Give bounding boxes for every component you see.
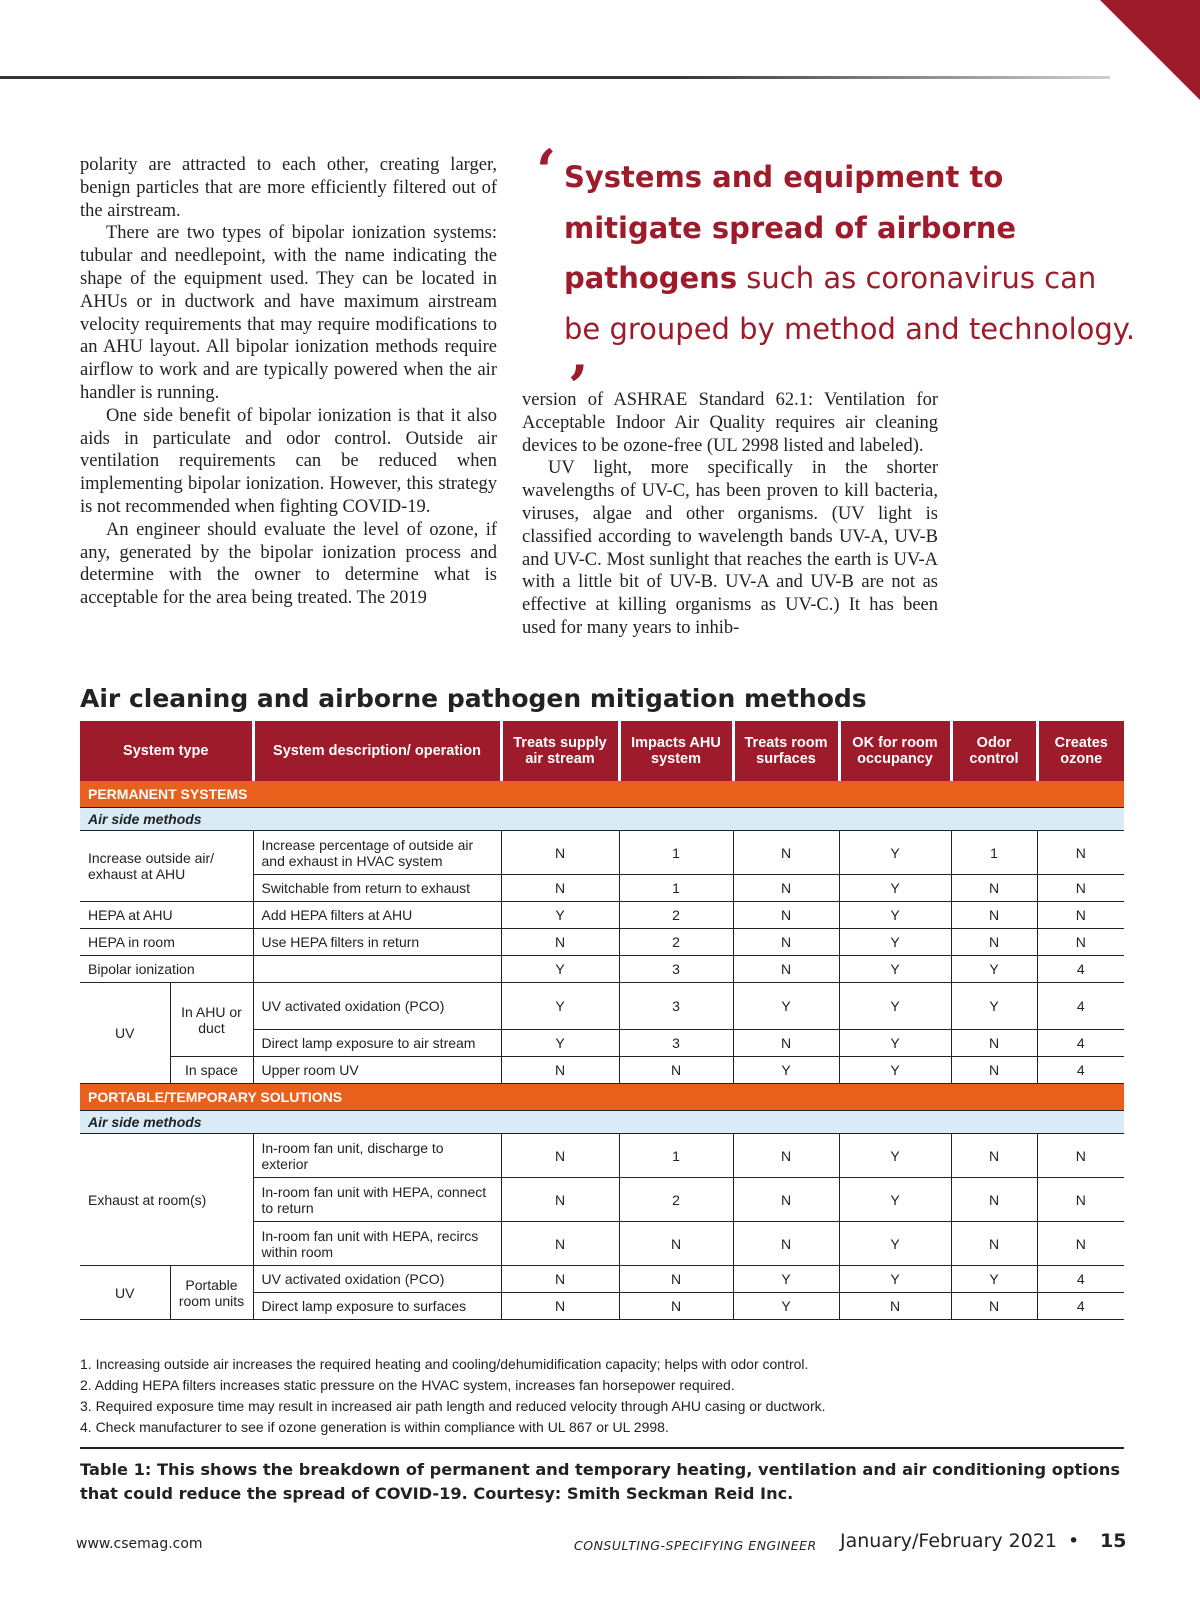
subtype-cell: Portable room units	[170, 1266, 253, 1320]
paragraph: UV light, more specifically in the shorter wavelengths of UV-C, has been proven to kill bacteria, viruses, algae and other organisms. (UV light is classified according to wavelength bands UV-A, UV-B and UV-C. Most sunlight that reaches the earth is UV-A with a little bit of UV-B. UV-A and UV-B are not as effective at killing organisms as UV-C.) It has been used for many years to inhib-	[522, 458, 938, 638]
open-quote-mark: ‘	[536, 137, 557, 205]
value-cell: N	[619, 1293, 733, 1320]
paragraph: polarity are attracted to each other, creating larger, benign particles that are more efficiently filtered out of the airstream.	[80, 155, 497, 221]
value-cell: 1	[619, 831, 733, 875]
value-cell: N	[501, 1293, 619, 1320]
footer-bullet: •	[1068, 1530, 1080, 1552]
value-cell: 1	[619, 875, 733, 902]
value-cell: 3	[619, 956, 733, 983]
value-cell: N	[619, 1266, 733, 1293]
value-cell: N	[733, 929, 839, 956]
system-type-cell: Bipolar ionization	[80, 956, 253, 983]
col-header-creates-ozone: Creates ozone	[1037, 721, 1124, 781]
description-cell	[253, 956, 501, 983]
description-cell: Direct lamp exposure to surfaces	[253, 1293, 501, 1320]
value-cell: 3	[619, 1030, 733, 1057]
value-cell: N	[1037, 1178, 1124, 1222]
col-header-description: System description/ operation	[253, 721, 501, 781]
value-cell: N	[501, 1222, 619, 1266]
value-cell: Y	[839, 875, 951, 902]
description-cell: Upper room UV	[253, 1057, 501, 1084]
value-cell: Y	[501, 983, 619, 1030]
value-cell: N	[733, 831, 839, 875]
footnote: 1. Increasing outside air increases the required heating and cooling/dehumidification capacity; helps with odor control.	[80, 1356, 809, 1372]
value-cell: N	[733, 1134, 839, 1178]
value-cell: Y	[733, 983, 839, 1030]
value-cell: N	[501, 1178, 619, 1222]
value-cell: N	[501, 929, 619, 956]
value-cell: Y	[501, 1030, 619, 1057]
system-type-cell: HEPA at AHU	[80, 902, 253, 929]
paragraph: There are two types of bipolar ionization systems: tubular and needlepoint, with the name indicating the shape of the equipment used. They can be located in AHUs or in ductwork and have maximum airstream velocity requirements that may require modifications to an AHU layout. All bipolar ionization methods require airflow to work and are typically powered when the air handler is running.	[80, 223, 497, 403]
description-cell: Add HEPA filters at AHU	[253, 902, 501, 929]
value-cell: N	[1037, 1222, 1124, 1266]
value-cell: Y	[951, 956, 1037, 983]
value-cell: Y	[839, 1178, 951, 1222]
footer-magazine: CONSULTING-SPECIFYING ENGINEER	[574, 1538, 817, 1553]
value-cell: Y	[839, 1134, 951, 1178]
value-cell: N	[951, 1057, 1037, 1084]
value-cell: Y	[501, 902, 619, 929]
value-cell: Y	[733, 1266, 839, 1293]
table-row	[80, 831, 1124, 875]
system-type-cell: Exhaust at room(s)	[80, 1134, 253, 1266]
value-cell: 4	[1037, 983, 1124, 1030]
value-cell: N	[733, 1178, 839, 1222]
value-cell: N	[501, 1134, 619, 1178]
subtype-cell: In space	[170, 1057, 253, 1084]
value-cell: N	[619, 1222, 733, 1266]
col-header-treats-supply: Treats supply air stream	[501, 721, 619, 781]
pull-quote-bold: Systems and equipment to mitigate spread of airborne pathogens	[564, 160, 1017, 295]
value-cell: Y	[839, 831, 951, 875]
value-cell: Y	[839, 983, 951, 1030]
col-header-ok-occupancy: OK for room occupancy	[839, 721, 951, 781]
value-cell: N	[1037, 831, 1124, 875]
table-row	[80, 1057, 1124, 1084]
table-row	[80, 1134, 1124, 1178]
header-rule	[0, 76, 1110, 79]
system-type-cell: HEPA in room	[80, 929, 253, 956]
section-header: PERMANENT SYSTEMS	[80, 781, 1124, 808]
section-header: PORTABLE/TEMPORARY SOLUTIONS	[80, 1084, 1124, 1111]
value-cell: N	[501, 1266, 619, 1293]
footnote: 4. Check manufacturer to see if ozone generation is within compliance with UL 867 or UL 2998.	[80, 1419, 669, 1435]
value-cell: 2	[619, 1178, 733, 1222]
value-cell: Y	[839, 1030, 951, 1057]
value-cell: 4	[1037, 1293, 1124, 1320]
description-cell: In-room fan unit, discharge to exterior	[253, 1134, 501, 1178]
value-cell: Y	[951, 1266, 1037, 1293]
value-cell: 1	[619, 1134, 733, 1178]
subtype-cell: In AHU or duct	[170, 983, 253, 1057]
description-cell: In-room fan unit with HEPA, recircs within room	[253, 1222, 501, 1266]
value-cell: N	[839, 1293, 951, 1320]
value-cell: Y	[501, 956, 619, 983]
description-cell: Direct lamp exposure to air stream	[253, 1030, 501, 1057]
value-cell: Y	[839, 956, 951, 983]
value-cell: 4	[1037, 1266, 1124, 1293]
col-header-treats-surfaces: Treats room surfaces	[733, 721, 839, 781]
description-cell: Switchable from return to exhaust	[253, 875, 501, 902]
value-cell: Y	[733, 1057, 839, 1084]
value-cell: 2	[619, 929, 733, 956]
value-cell: Y	[839, 1222, 951, 1266]
value-cell: N	[1037, 902, 1124, 929]
description-cell: UV activated oxidation (PCO)	[253, 1266, 501, 1293]
system-type-cell: UV	[80, 983, 170, 1084]
pull-quote	[536, 137, 1136, 421]
value-cell: N	[951, 1134, 1037, 1178]
caption-rule	[80, 1447, 1124, 1449]
col-header-impacts-ahu: Impacts AHU system	[619, 721, 733, 781]
value-cell: N	[501, 1057, 619, 1084]
value-cell: 1	[951, 831, 1037, 875]
table-row	[80, 1266, 1124, 1293]
paragraph: version of ASHRAE Standard 62.1: Ventilation for Acceptable Indoor Air Quality requires air cleaning devices to be ozone-free (UL 2998 listed and labeled).	[522, 390, 938, 456]
value-cell: N	[501, 875, 619, 902]
value-cell: 4	[1037, 1057, 1124, 1084]
footer-url[interactable]: www.csemag.com	[76, 1536, 203, 1552]
value-cell: N	[733, 1030, 839, 1057]
value-cell: N	[951, 1222, 1037, 1266]
subsection-header: Air side methods	[80, 1111, 1124, 1134]
article-column-right	[522, 389, 938, 640]
paragraph: An engineer should evaluate the level of ozone, if any, generated by the bipolar ionization process and determine with the owner to determine what is acceptable for the area being treated. The 2019	[80, 519, 497, 609]
page-number: 15	[1100, 1530, 1127, 1552]
description-cell: In-room fan unit with HEPA, connect to return	[253, 1178, 501, 1222]
value-cell: 3	[619, 983, 733, 1030]
paragraph: One side benefit of bipolar ionization is that it also aids in particulate and odor control. Outside air ventilation requirements can be reduced when implementing bipolar ionization. However, this strategy is not recommended when fighting COVID-19.	[80, 405, 497, 517]
footer-date: January/February 2021	[840, 1530, 1058, 1552]
value-cell: N	[951, 1293, 1037, 1320]
table-header-row	[80, 721, 1124, 781]
table-caption: Table 1: This shows the breakdown of permanent and temporary heating, ventilation and air conditioning options that could reduce the spread of COVID-19. Courtesy: Smith Seckman Reid Inc.	[80, 1460, 1121, 1503]
value-cell: N	[951, 902, 1037, 929]
value-cell: N	[1037, 1134, 1124, 1178]
value-cell: N	[951, 929, 1037, 956]
table-title: Air cleaning and airborne pathogen mitigation methods	[80, 684, 867, 713]
system-type-cell: Increase outside air/ exhaust at AHU	[80, 831, 253, 902]
value-cell: N	[733, 956, 839, 983]
value-cell: N	[951, 875, 1037, 902]
value-cell: Y	[839, 929, 951, 956]
value-cell: Y	[839, 902, 951, 929]
value-cell: 4	[1037, 956, 1124, 983]
article-column-left	[80, 154, 497, 610]
table-row	[80, 983, 1124, 1030]
value-cell: Y	[733, 1293, 839, 1320]
footnote: 2. Adding HEPA filters increases static pressure on the HVAC system, increases fan horsepower required.	[80, 1377, 735, 1393]
value-cell: N	[501, 831, 619, 875]
footnote: 3. Required exposure time may result in increased air path length and reduced velocity through AHU casing or ductwork.	[80, 1398, 826, 1414]
description-cell: UV activated oxidation (PCO)	[253, 983, 501, 1030]
pull-quote-rest: such as coronavirus can be grouped by method and technology.	[564, 261, 1136, 346]
value-cell: N	[619, 1057, 733, 1084]
close-quote-mark: ’	[568, 353, 589, 421]
value-cell: N	[733, 875, 839, 902]
table-row	[80, 902, 1124, 929]
value-cell: N	[1037, 875, 1124, 902]
mitigation-methods-table	[80, 721, 1124, 1320]
value-cell: Y	[839, 1057, 951, 1084]
corner-accent-shape	[1060, 0, 1200, 100]
subsection-header: Air side methods	[80, 808, 1124, 831]
value-cell: N	[951, 1030, 1037, 1057]
col-header-system-type: System type	[80, 721, 253, 781]
col-header-odor-control: Odor control	[951, 721, 1037, 781]
table-row	[80, 956, 1124, 983]
value-cell: Y	[951, 983, 1037, 1030]
system-type-cell: UV	[80, 1266, 170, 1320]
value-cell: 4	[1037, 1030, 1124, 1057]
value-cell: N	[951, 1178, 1037, 1222]
value-cell: Y	[839, 1266, 951, 1293]
description-cell: Use HEPA filters in return	[253, 929, 501, 956]
value-cell: 2	[619, 902, 733, 929]
table-row	[80, 929, 1124, 956]
value-cell: N	[733, 902, 839, 929]
value-cell: N	[1037, 929, 1124, 956]
description-cell: Increase percentage of outside air and exhaust in HVAC system	[253, 831, 501, 875]
value-cell: N	[733, 1222, 839, 1266]
table-footnotes	[80, 1354, 826, 1438]
